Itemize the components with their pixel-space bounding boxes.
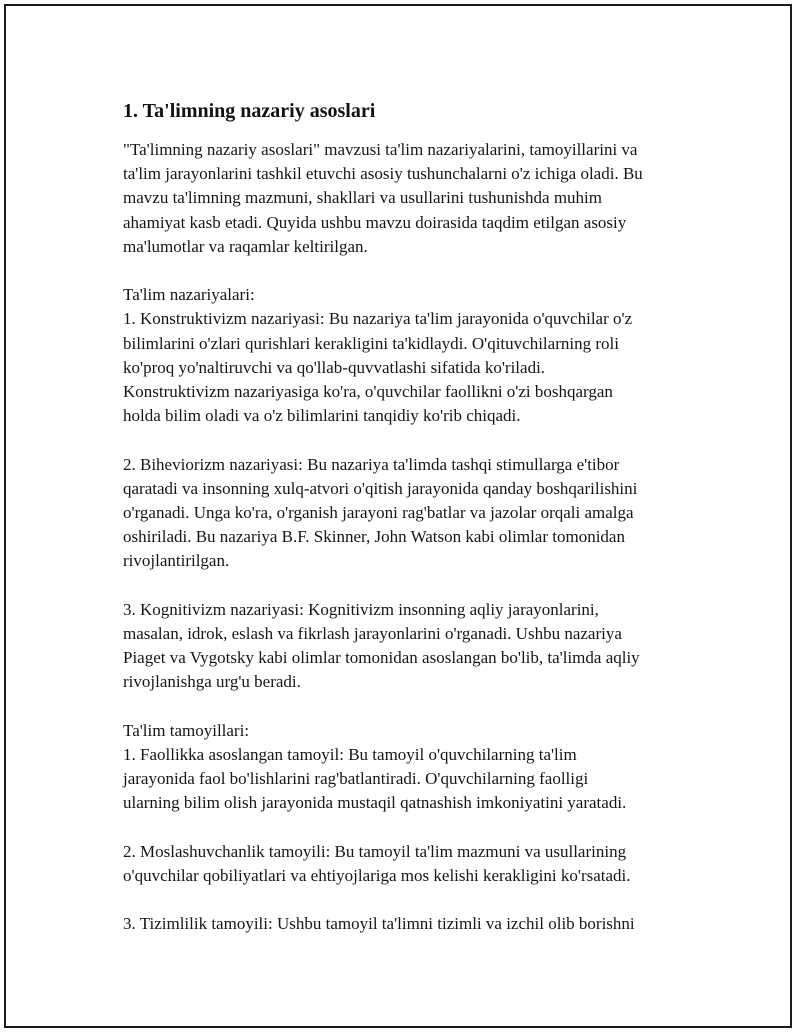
document-title: 1. Ta'limning nazariy asoslari <box>123 100 376 122</box>
text-line: 3. Kognitivizm nazariyasi: Kognitivizm insonning aqliy jarayonlarini, <box>123 599 599 619</box>
paragraph-spacer <box>123 259 703 283</box>
document-text <box>123 138 703 937</box>
paragraph-spacer <box>123 816 703 840</box>
text-line: ma'lumotlar va raqamlar keltirilgan. <box>123 236 368 256</box>
text-line: 2. Biheviorizm nazariyasi: Bu nazariya ta'limda tashqi stimullarga e'tibor <box>123 454 620 474</box>
paragraph-spacer <box>123 574 703 598</box>
text-line: mavzu ta'limning mazmuni, shakllari va usullarini tushunishda muhim <box>123 188 602 208</box>
text-line: masalan, idrok, eslash va fikrlash jarayonlarini o'rganadi. Ushbu nazariya <box>123 624 622 644</box>
text-line: 2. Moslashuvchanlik tamoyili: Bu tamoyil ta'lim mazmuni va usullarining <box>123 841 627 861</box>
text-line: qaratadi va insonning xulq-atvori o'qitish jarayonida qanday boshqarilishini <box>123 478 638 498</box>
text-line: jarayonida faol bo'lishlarini rag'batlantiradi. O'quvchilarning faolligi <box>123 769 589 789</box>
text-line: ahamiyat kasb etadi. Quyida ushbu mavzu doirasida taqdim etilgan asosiy <box>123 212 627 232</box>
paragraph-spacer <box>123 428 703 452</box>
text-line: rivojlanishga urg'u beradi. <box>123 672 301 692</box>
text-line: o'quvchilar qobiliyatlari va ehtiyojlariga mos kelishi kerakligini ko'rsatadi. <box>123 866 631 886</box>
document-body <box>123 96 703 937</box>
page-frame <box>4 4 792 1028</box>
text-line: ko'proq yo'naltiruvchi va qo'llab-quvvatlashi sifatida ko'riladi. <box>123 357 546 377</box>
text-line: 1. Konstruktivizm nazariyasi: Bu nazariya ta'lim jarayonida o'quvchilar o'z <box>123 309 633 329</box>
text-line: 3. Tizimlilik tamoyili: Ushbu tamoyil ta'limni tizimli va izchil olib borishni <box>123 914 635 934</box>
text-line: ta'lim jarayonlarini tashkil etuvchi asosiy tushunchalarni o'z ichiga oladi. Bu <box>123 164 643 184</box>
text-line: oshiriladi. Bu nazariya B.F. Skinner, John Watson kabi olimlar tomonidan <box>123 527 625 547</box>
text-line: holda bilim oladi va o'z bilimlarini tanqidiy ko'rib chiqadi. <box>123 406 521 426</box>
text-line: Ta'lim nazariyalari: <box>123 285 255 305</box>
text-line: rivojlantirilgan. <box>123 551 230 571</box>
paragraph-spacer <box>123 695 703 719</box>
text-line: 1. Faollikka asoslangan tamoyil: Bu tamoyil o'quvchilarning ta'lim <box>123 745 577 765</box>
text-line: ularning bilim olish jarayonida mustaqil qatnashish imkoniyatini yaratadi. <box>123 793 627 813</box>
text-line: "Ta'limning nazariy asoslari" mavzusi ta'lim nazariyalarini, tamoyillarini va <box>123 140 638 159</box>
text-line: Konstruktivizm nazariyasiga ko'ra, o'quvchilar faollikni o'zi boshqargan <box>123 382 613 402</box>
text-line: Piaget va Vygotsky kabi olimlar tomonidan asoslangan bo'lib, ta'limda aqliy <box>123 648 640 668</box>
paragraph-spacer <box>123 888 703 912</box>
text-line: bilimlarini o'zlari qurishlari kerakligini ta'kidlaydi. O'qituvchilarning roli <box>123 333 619 353</box>
text-line: o'rganadi. Unga ko'ra, o'rganish jarayoni rag'batlar va jazolar orqali amalga <box>123 503 634 523</box>
text-line: Ta'lim tamoyillari: <box>123 720 250 740</box>
